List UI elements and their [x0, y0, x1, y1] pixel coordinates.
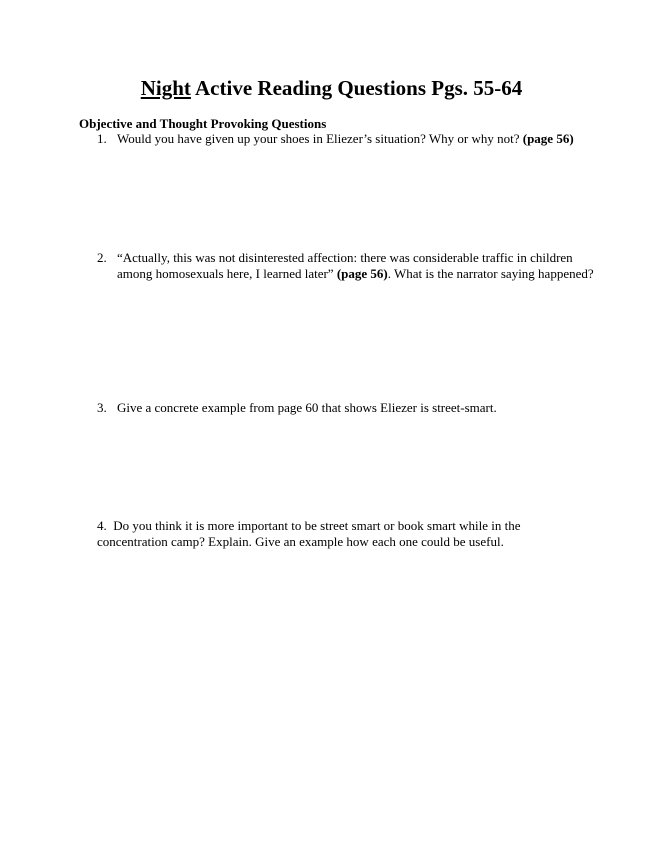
question-2-page-ref: (page 56)	[336, 266, 388, 281]
question-1-text	[97, 131, 597, 147]
question-3-number: 3.	[97, 400, 107, 415]
question-2-quote: “Actually, this was not disinterested affection: there was considerable traffic in children among homosexuals here, I learned later”	[117, 250, 573, 281]
question-1-number: 1.	[97, 131, 107, 146]
question-4-body: Do you think it is more important to be street smart or book smart while in the concentration camp? Explain. Give an example how each one could be useful.	[97, 518, 521, 549]
title-rest: Active Reading Questions Pgs. 55-64	[190, 76, 523, 100]
question-2-number: 2.	[97, 250, 107, 265]
question-4	[97, 518, 587, 550]
question-1-page-ref: (page 56)	[522, 131, 574, 146]
section-heading: Objective and Thought Provoking Questions	[79, 116, 327, 131]
question-3	[97, 400, 597, 416]
question-1	[97, 131, 597, 147]
question-4-text	[97, 518, 587, 550]
question-2-prompt: . What is the narrator saying happened?	[387, 266, 594, 281]
question-1-body: Would you have given up your shoes in Eliezer’s situation? Why or why not?	[117, 131, 520, 146]
question-2	[97, 250, 597, 282]
page-title	[0, 76, 663, 101]
question-4-number: 4.	[97, 518, 107, 533]
title-book-name: Night	[140, 76, 191, 100]
question-2-text	[97, 250, 597, 282]
question-3-text: Give a concrete example from page 60 that shows Eliezer is street-smart.	[117, 400, 497, 415]
